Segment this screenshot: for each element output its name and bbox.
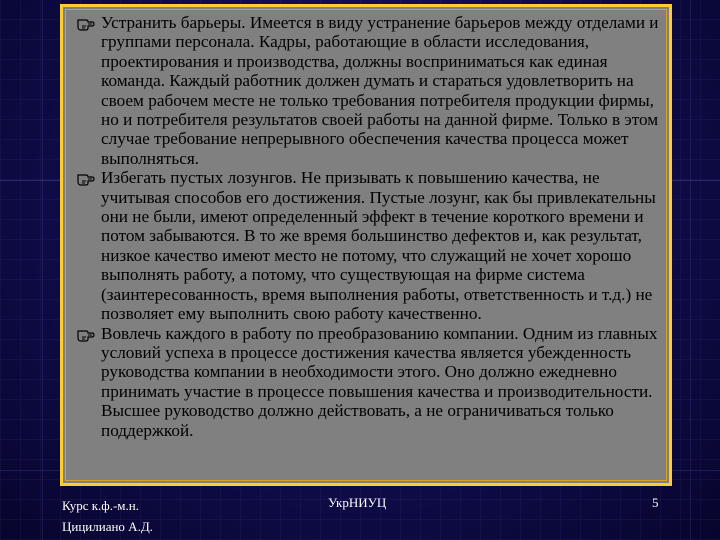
slide-number: 5 (652, 495, 659, 510)
pointing-hand-icon (77, 170, 95, 186)
bullet-item (77, 324, 663, 440)
bullet-item (77, 13, 663, 168)
pointing-hand-icon (77, 326, 95, 342)
slide-content-frame (60, 4, 672, 486)
footer-organization: УкрНИУЦ (328, 495, 387, 510)
bullet-text: Устранить барьеры. Имеется в виду устранение барьеров между отделами и группами персонала. Кадры, работающие в области исследования, проектирования и производства, должны восприниматься как единая команда. Каждый работник должен думать и стараться удовлетворить на своем рабочем месте не только требования потребителя продукции фирмы, но и потребителя результатов своей работы на данной фирме. Только в этом случае требование непрерывного обеспечения качества процесса может выполняться. (101, 13, 659, 168)
slide-content (77, 13, 663, 479)
bullet-text: Вовлечь каждого в работу по преобразованию компании. Одним из главных условий успеха в процессе достижения качества является убежденность руководства компании в необходимости этого. Оно должно ежедневно принимать участие в процессе повышения качества и производительности. Высшее руководство должно действовать, а не ограничиваться только поддержкой. (101, 323, 658, 440)
background-line (690, 0, 691, 540)
footer-author-line: Цицилиано А.Д. (62, 519, 153, 534)
bullet-item (77, 168, 663, 323)
footer-author (62, 495, 153, 537)
bullet-text: Избегать пустых лозунгов. Не призывать к повышению качества, не учитывая способов его достижения. Пустые лозунг, как бы привлекательны они не были, имеют определенный эффект в течение короткого времени и потом забываются. В то же время большинство дефектов и, как результат, низкое качество имеют место не потому, что служащий не хочет хорошо выполнять работу, а потому, что существующая на фирме система (заинтересованность, время выполнения работы, ответственность и т.д.) не позволяет ему выполнить свою работу качественно. (101, 168, 656, 324)
footer-author-line: Курс к.ф.-м.н. (62, 498, 139, 513)
pointing-hand-icon (77, 15, 95, 31)
background-line (42, 0, 43, 540)
